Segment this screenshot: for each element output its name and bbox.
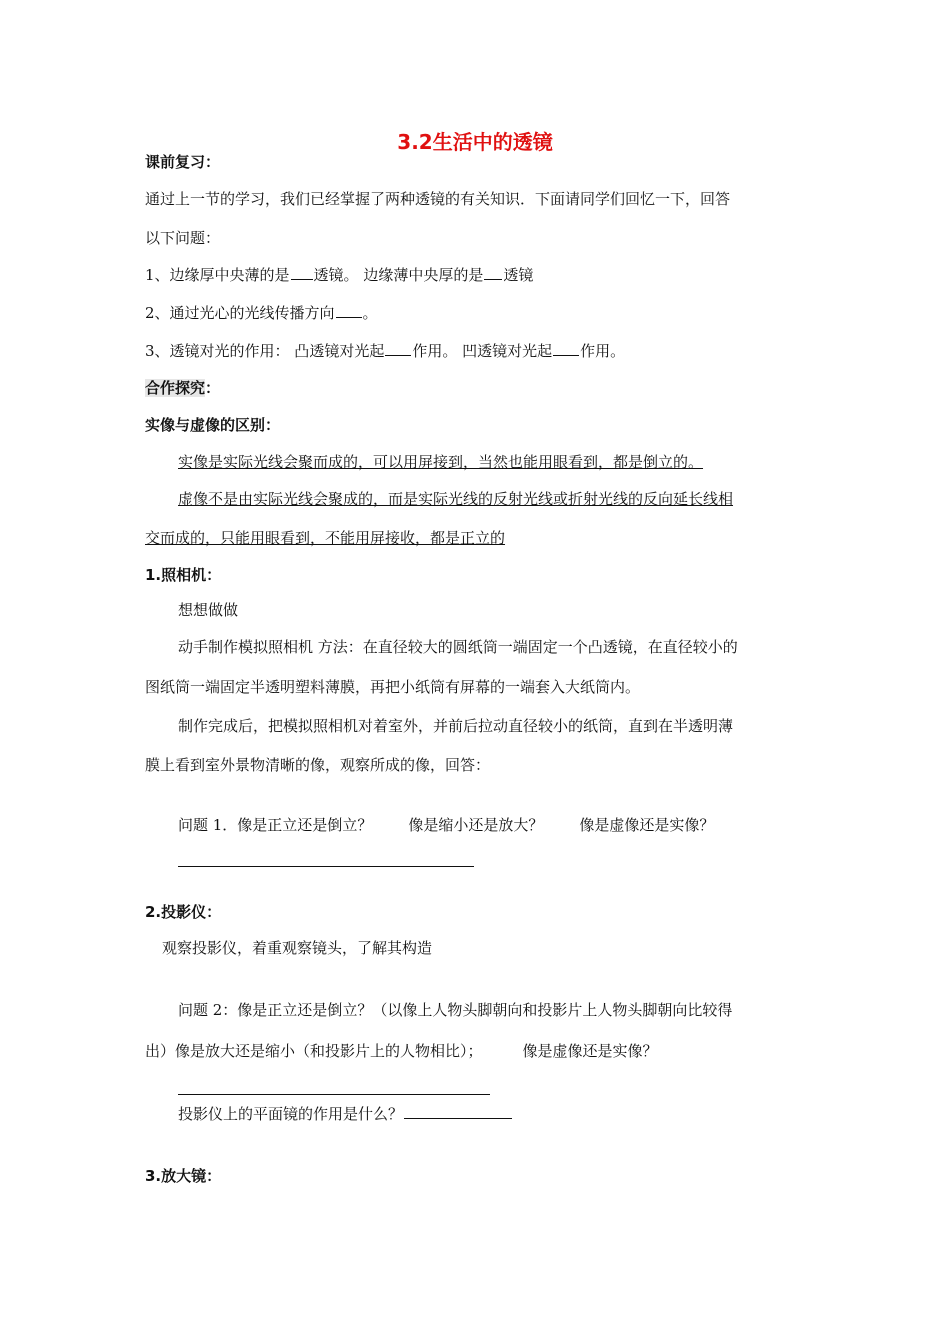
projector-q2-part-a: 出）像是放大还是缩小（和投影片上的人物相比）；	[145, 1042, 483, 1060]
review-q3-text-c: 作用。	[580, 342, 626, 360]
answer-blank[interactable]	[291, 265, 313, 280]
projector-heading: 2.投影仪：	[145, 903, 222, 921]
answer-blank[interactable]	[385, 341, 411, 356]
page-title: 3.2生活中的透镜	[397, 130, 553, 154]
camera-answer-line[interactable]	[178, 866, 474, 867]
projector-question-2-line1: 问题 2：像是正立还是倒立？（以像上人物头脚朝向和投影片上人物头脚朝向比较得	[178, 1001, 733, 1019]
review-question-2	[145, 303, 378, 323]
camera-q1-part-c: 像是虚像还是实像？	[579, 816, 715, 834]
projector-answer-line[interactable]	[178, 1094, 490, 1095]
review-heading: 课前复习：	[145, 153, 221, 171]
camera-method-line2: 图纸筒一端固定半透明塑料薄膜，再把小纸筒有屏幕的一端套入大纸筒内。	[145, 678, 641, 696]
camera-q1-part-a: 问题 1．像是正立还是倒立？	[178, 816, 373, 834]
camera-method-line1: 动手制作模拟照相机 方法：在直径较大的圆纸筒一端固定一个凸透镜，在直径较小的	[178, 638, 738, 656]
projector-question-2-line2	[145, 1041, 658, 1061]
camera-think-and-do: 想想做做	[178, 601, 239, 619]
review-q1-text-a: 1、边缘厚中央薄的是	[145, 266, 290, 284]
review-q2-text-a: 2、通过光心的光线传播方向	[145, 304, 335, 322]
projector-q2-part-b: 像是虚像还是实像？	[522, 1042, 658, 1060]
review-q1-text-c: 透镜	[503, 266, 534, 284]
review-question-1	[145, 265, 533, 285]
virtual-image-definition-line2: 交而成的，只能用眼看到，不能用屏接收，都是正立的	[145, 529, 506, 547]
review-intro-line2: 以下问题：	[145, 229, 221, 247]
review-question-3	[145, 341, 625, 361]
explore-heading-label: 合作探究	[145, 379, 206, 397]
review-q3-text-b: 作用。 凹透镜对光起	[412, 342, 553, 360]
real-image-definition: 实像是实际光线会聚而成的，可以用屏接到，当然也能用眼看到，都是倒立的。	[178, 453, 704, 471]
virtual-image-definition-line1: 虚像不是由实际光线会聚成的，而是实际光线的反射光线或折射光线的反向延长线相	[178, 490, 734, 508]
camera-after-line2: 膜上看到室外景物清晰的像，观察所成的像，回答：	[145, 756, 491, 774]
projector-mirror-question-text: 投影仪上的平面镜的作用是什么？	[178, 1105, 404, 1123]
camera-after-line1: 制作完成后，把模拟照相机对着室外，并前后拉动直径较小的纸筒，直到在半透明薄	[178, 717, 734, 735]
answer-blank[interactable]	[484, 265, 502, 280]
explore-heading	[145, 378, 220, 398]
review-q2-text-b: 。	[362, 304, 378, 322]
projector-mirror-question	[178, 1104, 513, 1124]
review-intro-line1: 通过上一节的学习，我们已经掌握了两种透镜的有关知识．下面请同学们回忆一下，回答	[145, 190, 731, 208]
magnifier-heading: 3.放大镜：	[145, 1167, 222, 1185]
projector-observe: 观察投影仪，着重观察镜头，了解其构造	[162, 939, 433, 957]
answer-blank[interactable]	[336, 303, 362, 318]
camera-q1-part-b: 像是缩小还是放大？	[408, 816, 544, 834]
explore-heading-colon: ：	[205, 379, 221, 397]
image-difference-heading: 实像与虚像的区别：	[145, 416, 281, 434]
answer-blank[interactable]	[404, 1104, 512, 1119]
camera-heading: 1.照相机：	[145, 566, 222, 584]
review-q1-text-b: 透镜。 边缘薄中央厚的是	[313, 266, 484, 284]
camera-question-1	[178, 815, 714, 835]
answer-blank[interactable]	[553, 341, 579, 356]
review-q3-text-a: 3、透镜对光的作用： 凸透镜对光起	[145, 342, 385, 360]
